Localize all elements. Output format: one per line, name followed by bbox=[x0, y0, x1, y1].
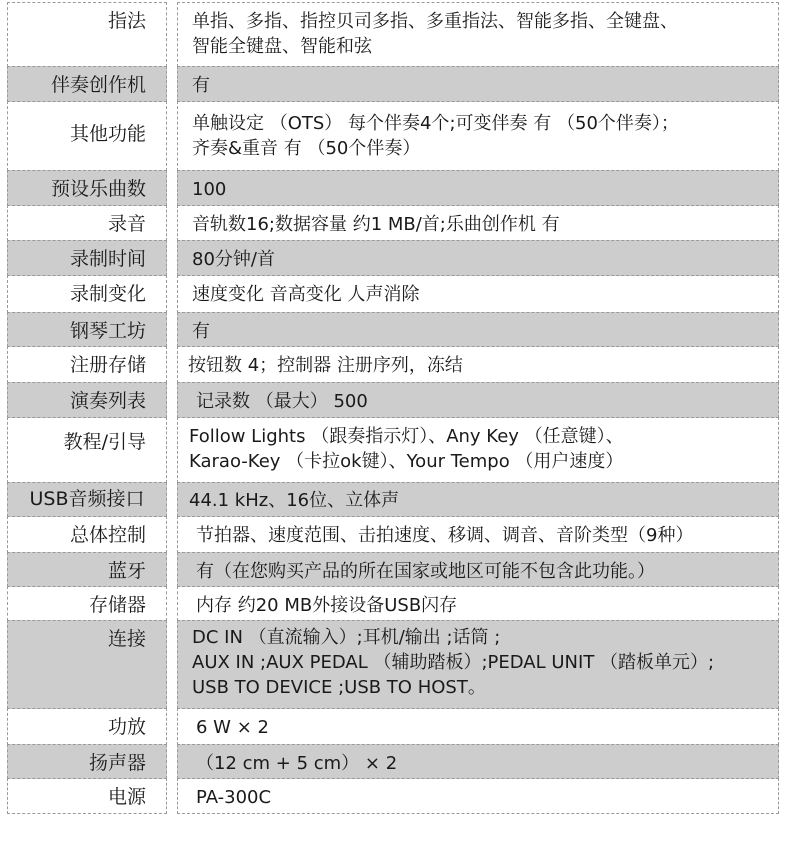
spec-label: 功放 bbox=[7, 708, 167, 745]
spec-label: 录制时间 bbox=[7, 240, 167, 276]
spec-label: 电源 bbox=[7, 778, 167, 814]
spec-value-line: 内存 约20 MB外接设备USB闪存 bbox=[196, 595, 458, 616]
spec-value bbox=[177, 2, 779, 67]
spec-label: 其他功能 bbox=[7, 101, 167, 171]
spec-value bbox=[177, 101, 779, 171]
spec-value bbox=[177, 346, 779, 383]
spec-label: 教程/引导 bbox=[7, 417, 167, 483]
spec-label: 连接 bbox=[7, 620, 167, 709]
spec-row-connectivity bbox=[7, 621, 779, 709]
spec-row-piano-room bbox=[7, 313, 779, 347]
spec-value-line: 智能全键盘、智能和弦 bbox=[192, 36, 372, 57]
spec-value-line: 音轨数16;数据容量 约1 MB/首;乐曲创作机 有 bbox=[192, 214, 560, 235]
spec-row-power bbox=[7, 779, 779, 814]
spec-value-line: 单指、多指、指控贝司多指、多重指法、智能多指、全键盘、 bbox=[192, 11, 678, 32]
spec-value bbox=[177, 275, 779, 313]
spec-value bbox=[177, 170, 779, 206]
spec-value-line: 单触设定 （OTS） 每个伴奏4个;可变伴奏 有 （50个伴奏）； bbox=[192, 113, 679, 134]
spec-value bbox=[177, 66, 779, 102]
spec-label: 扬声器 bbox=[7, 744, 167, 779]
spec-row-style-creator bbox=[7, 67, 779, 102]
spec-row-lesson-guide bbox=[7, 418, 779, 483]
spec-row-speakers bbox=[7, 745, 779, 779]
spec-label: 总体控制 bbox=[7, 516, 167, 553]
spec-value-line: 记录数 （最大） 500 bbox=[196, 391, 368, 412]
spec-row-storage bbox=[7, 587, 779, 621]
spec-row-playlist bbox=[7, 383, 779, 418]
spec-row-recording-time bbox=[7, 241, 779, 276]
spec-label: 演奏列表 bbox=[7, 382, 167, 418]
spec-label: 预设乐曲数 bbox=[7, 170, 167, 206]
spec-value-line: 100 bbox=[192, 179, 227, 200]
spec-value bbox=[177, 586, 779, 621]
spec-label: 注册存储 bbox=[7, 346, 167, 383]
spec-table bbox=[7, 3, 779, 814]
spec-value bbox=[177, 482, 779, 517]
spec-value bbox=[177, 382, 779, 418]
spec-value bbox=[177, 744, 779, 779]
spec-value-line: 有 bbox=[192, 321, 210, 342]
spec-row-preset-songs bbox=[7, 171, 779, 206]
spec-row-fingering bbox=[7, 3, 779, 67]
spec-label: 存储器 bbox=[7, 586, 167, 621]
spec-value bbox=[177, 778, 779, 814]
spec-label: 蓝牙 bbox=[7, 552, 167, 587]
spec-label: 指法 bbox=[7, 2, 167, 67]
spec-value-line: PA-300C bbox=[196, 787, 272, 808]
spec-value-line: Karao-Key （卡拉ok键）、Your Tempo （用户速度） bbox=[189, 451, 624, 472]
spec-row-usb-audio bbox=[7, 483, 779, 517]
spec-value-line: 节拍器、速度范围、击拍速度、移调、调音、音阶类型（9种） bbox=[196, 525, 694, 546]
spec-value bbox=[177, 205, 779, 241]
spec-value-line: DC IN （直流输入）;耳机/输出 ;话筒 ; bbox=[192, 627, 501, 648]
spec-value-line: 有（在您购买产品的所在国家或地区可能不包含此功能。） bbox=[196, 561, 655, 582]
spec-value-line: 6 W × 2 bbox=[196, 717, 269, 738]
spec-value-line: Follow Lights （跟奏指示灯）、Any Key （任意键）、 bbox=[189, 426, 624, 447]
spec-label: 钢琴工坊 bbox=[7, 312, 167, 347]
spec-row-recording-variation bbox=[7, 276, 779, 313]
spec-row-registration-memory bbox=[7, 347, 779, 383]
spec-value bbox=[177, 620, 779, 709]
spec-value bbox=[177, 312, 779, 347]
spec-value-line: 速度变化 音高变化 人声消除 bbox=[192, 284, 420, 305]
spec-value-line: 44.1 kHz、16位、立体声 bbox=[189, 490, 400, 511]
spec-row-bluetooth bbox=[7, 553, 779, 587]
spec-label: USB音频接口 bbox=[7, 482, 167, 517]
spec-value bbox=[177, 417, 779, 483]
spec-row-other-features bbox=[7, 102, 779, 171]
spec-value-line: （12 cm + 5 cm） × 2 bbox=[196, 753, 398, 774]
spec-label: 录制变化 bbox=[7, 275, 167, 313]
spec-label: 录音 bbox=[7, 205, 167, 241]
spec-value-line: 齐奏&重音 有 （50个伴奏） bbox=[192, 138, 421, 159]
spec-value-line: 按钮数 4；控制器 注册序列，冻结 bbox=[188, 355, 463, 376]
spec-row-overall-controls bbox=[7, 517, 779, 553]
spec-row-amplifier bbox=[7, 709, 779, 745]
spec-value-line: AUX IN ;AUX PEDAL （辅助踏板）;PEDAL UNIT （踏板单元）; bbox=[192, 652, 715, 673]
spec-label: 伴奏创作机 bbox=[7, 66, 167, 102]
spec-value-line: 80分钟/首 bbox=[192, 249, 275, 270]
spec-value bbox=[177, 552, 779, 587]
spec-value bbox=[177, 516, 779, 553]
spec-value-line: USB TO DEVICE ;USB TO HOST。 bbox=[192, 677, 486, 698]
spec-row-recording bbox=[7, 206, 779, 241]
spec-value bbox=[177, 708, 779, 745]
spec-value bbox=[177, 240, 779, 276]
spec-value-line: 有 bbox=[192, 75, 210, 96]
